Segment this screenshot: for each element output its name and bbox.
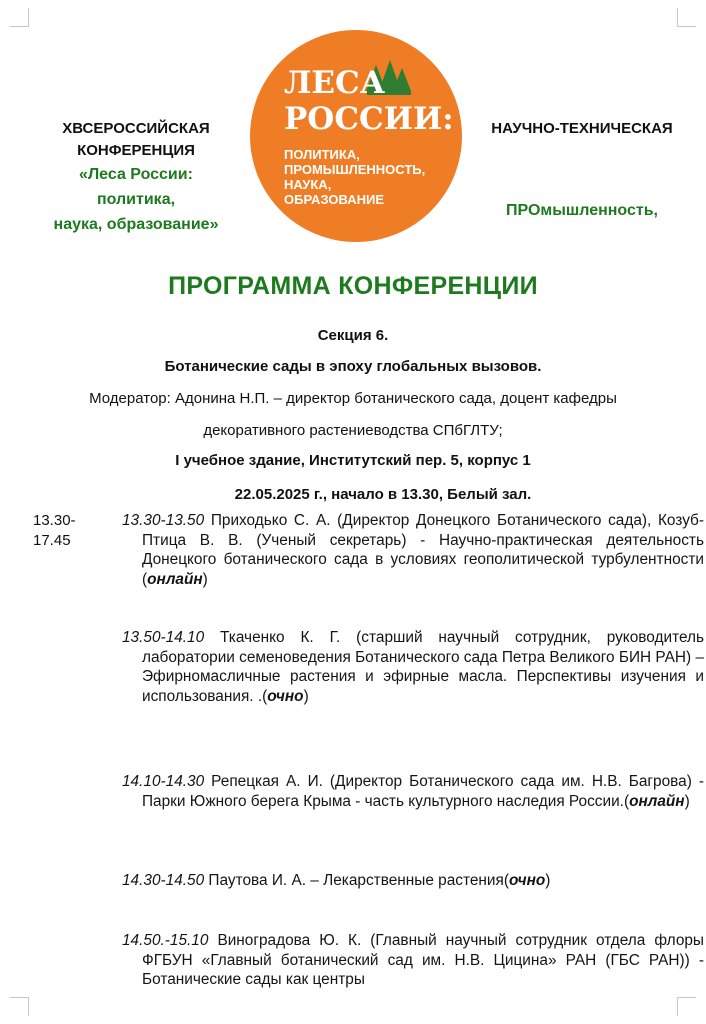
talk-format: онлайн: [147, 570, 203, 588]
header-left-line2: КОНФЕРЕНЦИЯ: [77, 142, 195, 159]
talk-entry: [122, 772, 704, 811]
logo-title-1: ЛЕСА: [284, 65, 385, 101]
talk-format: онлайн: [629, 792, 685, 810]
conference-name-line3: наука, образование»: [53, 216, 219, 233]
logo-sub-3: НАУКА,: [284, 177, 332, 192]
talk-tail: ): [545, 872, 551, 889]
program-title: ПРОГРАММА КОНФЕРЕНЦИИ: [168, 272, 538, 300]
section-name: Ботанические сады в эпоху глобальных вызовов.: [164, 358, 542, 375]
moderator-line-2: декоративного растениеводства СПбГЛТУ;: [203, 422, 503, 439]
talk-time: 14.30-14.50: [122, 872, 205, 889]
venue: I учебное здание, Институтский пер. 5, корпус 1: [175, 452, 531, 469]
logo-sub-2: ПРОМЫШЛЕННОСТЬ,: [284, 162, 426, 177]
logo-title-2: РОССИИ:: [284, 101, 454, 137]
conference-name-line2: политика,: [96, 191, 176, 208]
talk-time: 14.10-14.30: [122, 773, 205, 790]
talk-time: 13.50-14.10: [122, 629, 205, 646]
logo-sub-4: ОБРАЗОВАНИЕ: [284, 192, 384, 207]
conference-name-line1: «Леса России:: [79, 166, 193, 183]
crop-mark-bottom-right: [677, 997, 696, 1016]
header-left: [0, 118, 272, 237]
crop-mark-top-right: [677, 8, 696, 27]
talk-tail: ): [684, 792, 690, 810]
talk-text: Репецкая А. И. (Директор Ботанического сада им. Н.В. Багрова) - Парки Южного берега Крыма - часть культурного наследия России.(: [142, 773, 704, 810]
talk-format: очно: [508, 872, 546, 889]
logo-sub-1: ПОЛИТИКА,: [284, 147, 360, 162]
talk-entry: [122, 871, 704, 891]
talk-time: 13.30-13.50: [122, 512, 205, 529]
talk-entry: [122, 511, 704, 589]
time-range-end: 17.45: [33, 532, 71, 549]
talk-tail: ): [202, 570, 208, 588]
header-right-line1: НАУЧНО-ТЕХНИЧЕСКАЯ: [491, 120, 673, 137]
moderator-line-1: Модератор: Адонина Н.П. – директор ботанического сада, доцент кафедры: [89, 390, 617, 407]
header-right-green: ПРОмышленность,: [506, 202, 658, 219]
conference-logo: [248, 29, 464, 243]
talk-time: 14.50.-15.10: [122, 932, 209, 949]
talk-entry: [122, 628, 704, 706]
talk-entry: [122, 931, 704, 990]
talk-text: Приходько С. А. (Директор Донецкого Ботанического сада), Козуб-Птица В. В. (Ученый секретарь) - Научно-практическая деятельность Донецкого ботанического сада в условиях геополитической турбулентности (: [142, 512, 704, 588]
header-right: [462, 118, 702, 219]
talk-tail: ): [303, 687, 309, 705]
section-number: Секция 6.: [317, 327, 389, 344]
header-left-line1: ХВСЕРОССИЙСКАЯ: [62, 120, 210, 137]
talk-text: Паутова И. А. – Лекарственные растения(: [204, 872, 509, 889]
talk-format: очно: [267, 687, 304, 705]
talk-text: Виноградова Ю. К. (Главный научный сотрудник отдела флоры ФГБУН «Главный ботанический сад им. Н.В. Цицина» РАН (ГБС РАН)) - Ботанические сады как центры: [142, 932, 704, 988]
date-line: 22.05.2025 г., начало в 13.30, Белый зал.: [234, 486, 532, 503]
crop-mark-bottom-left: [10, 997, 29, 1016]
talk-text: Ткаченко К. Г. (старший научный сотрудник, руководитель лаборатории семеноведения Ботанического сада Петра Великого БИН РАН) – Эфирномасличные растения и эфирные масла. Перспективы изучения и использования. .(: [142, 629, 705, 705]
time-range-start: 13.30-: [33, 512, 76, 529]
crop-mark-top-left: [10, 8, 29, 27]
session-time-range: [33, 511, 103, 551]
